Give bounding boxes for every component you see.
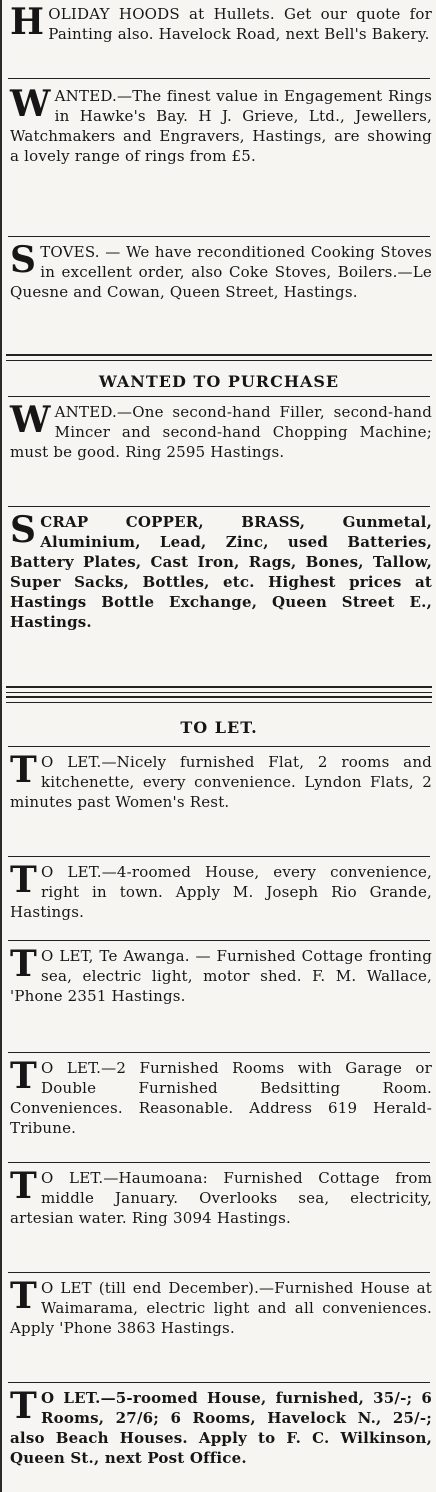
drop-cap: S [10, 239, 37, 281]
ad-holiday-hoods [2, 1, 436, 44]
drop-cap: W [10, 83, 51, 125]
ad-text [10, 509, 432, 632]
drop-cap: T [10, 749, 37, 791]
section-heading-to-let: TO LET. [180, 718, 258, 737]
divider [8, 1382, 430, 1383]
ad-body: O LET.—Nicely furnished Flat, 2 rooms and kitchenette, every convenience. Lyndon Flats, 2 minutes past Women's Rest. [10, 753, 432, 811]
ad-to-let-rooms [2, 1055, 436, 1138]
ad-body: O LET, Te Awanga. — Furnished Cottage fronting sea, electric light, motor shed. F. M. Wallace, 'Phone 2351 Hastings. [10, 947, 432, 1005]
section-heading-wanted: WANTED TO PURCHASE [98, 372, 340, 391]
drop-cap: T [10, 1165, 37, 1207]
section-double-rule [6, 696, 432, 703]
section-double-rule [6, 686, 432, 693]
ad-body: CRAP COPPER, BRASS, Gunmetal, Aluminium, Lead, Zinc, used Batteries, Battery Plates, Cast Iron, Rags, Bones, Tallow, Super Sacks, Bottles, etc. Highest prices at Hastings Bottle Exchange, Queen Street E., Hastings. [10, 513, 432, 631]
ad-body: OLIDAY HOODS at Hullets. Get our quote for Painting also. Havelock Road, next Bell's Bakery. [48, 5, 432, 43]
ad-to-let-haumoana [2, 1165, 436, 1228]
drop-cap: H [10, 1, 45, 43]
divider [8, 506, 430, 507]
divider [8, 856, 430, 857]
divider [8, 940, 430, 941]
ad-to-let-waimarama [2, 1275, 436, 1338]
ad-body: O LET.—Haumoana: Furnished Cottage from middle January. Overlooks sea, electricity, artesian water. Ring 3094 Hastings. [10, 1169, 432, 1227]
ad-text [10, 83, 432, 166]
drop-cap: T [10, 1385, 37, 1427]
drop-cap: T [10, 1055, 37, 1097]
ad-to-let-wilkinson [2, 1385, 436, 1468]
divider [8, 236, 430, 237]
ad-body: TOVES. — We have reconditioned Cooking Stoves in excellent order, also Coke Stoves, Boilers.—Le Quesne and Cowan, Queen Street, Hastings. [10, 243, 432, 301]
ad-text [10, 1055, 432, 1138]
ad-body: O LET.—2 Furnished Rooms with Garage or Double Furnished Bedsitting Room. Conveniences. Reasonable. Address 619 Herald-Tribune. [10, 1059, 432, 1137]
divider [8, 396, 430, 397]
drop-cap: T [10, 1275, 37, 1317]
drop-cap: W [10, 399, 51, 441]
ad-wanted-filler [2, 399, 436, 462]
ad-body: ANTED.—One second-hand Filler, second-hand Mincer and second-hand Chopping Machine; must be good. Ring 2595 Hastings. [10, 403, 432, 461]
section-double-rule [6, 354, 432, 361]
divider [8, 1272, 430, 1273]
ad-to-let-flat [2, 749, 436, 812]
drop-cap: T [10, 943, 37, 985]
ad-text [10, 239, 432, 302]
ad-text [10, 1385, 432, 1468]
ad-body: O LET (till end December).—Furnished House at Waimarama, electric light and all conveniences. Apply 'Phone 3863 Hastings. [10, 1279, 432, 1337]
ad-scrap-copper [2, 509, 436, 632]
ad-text [10, 859, 432, 922]
ad-body: ANTED.—The finest value in Engagement Rings in Hawke's Bay. H J. Grieve, Ltd., Jewellers, Watchmakers and Engravers, Hastings, are showing a lovely range of rings from £5. [10, 87, 432, 165]
divider [8, 1052, 430, 1053]
ad-body: O LET.—5-roomed House, furnished, 35/-; 6 Rooms, 27/6; 6 Rooms, Havelock N., 25/-; also Beach Houses. Apply to F. C. Wilkinson, Queen St., next Post Office. [10, 1389, 432, 1467]
ad-text [10, 1275, 432, 1338]
divider [8, 1162, 430, 1163]
ad-to-let-te-awanga [2, 943, 436, 1006]
ad-engagement-rings [2, 83, 436, 166]
ad-text [10, 943, 432, 1006]
ad-text [10, 1, 432, 44]
drop-cap: S [10, 509, 37, 551]
ad-text [10, 1165, 432, 1228]
divider [8, 746, 430, 747]
ad-body: O LET.—4-roomed House, every convenience, right in town. Apply M. Joseph Rio Grande, Hastings. [10, 863, 432, 921]
ad-text [10, 749, 432, 812]
ad-stoves [2, 239, 436, 302]
ad-text [10, 399, 432, 462]
ad-to-let-house [2, 859, 436, 922]
drop-cap: T [10, 859, 37, 901]
divider [8, 78, 430, 79]
